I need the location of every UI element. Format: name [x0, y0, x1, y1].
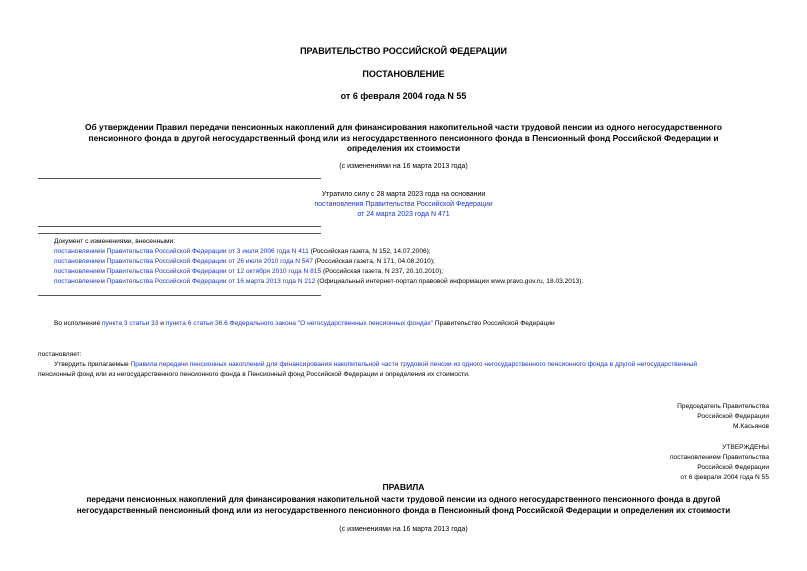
document-title [0, 122, 807, 154]
government-heading: ПРАВИТЕЛЬСТВО РОССИЙСКОЙ ФЕДЕРАЦИИ [300, 46, 507, 56]
preamble [54, 319, 794, 329]
preamble-text: и [158, 320, 166, 327]
decree-text: Утвердить прилагаемые [54, 361, 131, 368]
change-link[interactable]: постановлением Правительства Российской Федерации от 3 июля 2006 года N 411 [54, 248, 309, 255]
list-item [54, 247, 794, 257]
change-link[interactable]: постановлением Правительства Российской Федерации от 26 июля 2010 года N 547 [54, 258, 313, 265]
law-link[interactable]: пункта 3 статьи 33 [101, 320, 159, 327]
signature-line: М.Касьянов [733, 423, 769, 430]
preamble-text: Правительство Российской Федерации [433, 320, 555, 327]
decree-paragraph [38, 360, 768, 380]
list-item [54, 277, 794, 287]
approved-block [670, 443, 769, 483]
expired-notice [0, 190, 807, 220]
expired-link[interactable]: постановления Правительства Российской Федерации [314, 201, 493, 208]
decree-text: пенсионный фонд или из негосударственного пенсионного фонда в Пенсионный фонд Российской Федерации и определения их стоимости. [38, 371, 470, 378]
approved-line: Российской Федерации [697, 464, 769, 471]
rules-link[interactable]: Правила передачи пенсионных накоплений для финансирования накопительной части трудовой пенсии из одного негосударственного пенсионного фонда в другой негосударственный [130, 361, 698, 368]
title-line: Об утверждении Правил передачи пенсионных накоплений для финансирования накопительной части трудовой пенсии из одного негосударственного [84, 122, 723, 132]
rules-subtitle [0, 494, 807, 516]
rules-subtitle-line: передачи пенсионных накоплений для финансирования накопительной части трудовой пенсии из одного негосударственного пенсионного фонда в другой [86, 495, 721, 504]
approved-line: постановлением Правительства [669, 454, 769, 461]
change-source: (Официальный интернет-портал правовой информации www.pravo.gov.ru, 18.03.2013). [315, 278, 584, 285]
change-link[interactable]: постановлением Правительства Российской Федерации от 16 марта 2013 года N 212 [54, 278, 316, 285]
changes-intro: Документ с изменениями, внесенными: [54, 238, 176, 245]
rules-amendment-note: (с изменениями на 16 марта 2013 года) [339, 526, 468, 533]
divider [38, 178, 321, 179]
approved-line: от 6 февраля 2004 года N 55 [680, 474, 769, 481]
change-source: (Российская газета, N 171, 04.08.2010); [312, 258, 435, 265]
expired-text: Утратило силу с 28 марта 2023 года на основании [321, 191, 486, 198]
document-type: ПОСТАНОВЛЕНИЕ [362, 69, 445, 79]
change-source: (Российская газета, N 152, 14.07.2006); [308, 248, 431, 255]
divider [38, 295, 321, 296]
document-date-number: от 6 февраля 2004 года N 55 [340, 91, 467, 101]
title-line: определения их стоимости [346, 143, 461, 153]
approved-line: УТВЕРЖДЕНЫ [722, 444, 769, 451]
title-line: пенсионного фонда в другой негосударственный фонд или из негосударственного пенсионного фонда в Пенсионный фонд Российской Федерации и [88, 132, 719, 143]
divider [38, 226, 321, 227]
law-link[interactable]: пункта 6 статьи 36.6 Федерального закона "О негосударственных пенсионных фондах" [165, 320, 434, 327]
signature-line: Председатель Правительства [677, 403, 769, 410]
changes-list [54, 237, 794, 287]
signature-block [677, 402, 769, 432]
change-source: (Российская газета, N 237, 20.10.2010); [321, 268, 444, 275]
expired-link[interactable]: от 24 марта 2023 года N 471 [357, 211, 450, 218]
rules-subtitle-line: негосударственный пенсионный фонд или из негосударственного пенсионного фонда в Пенсионный фонд Российской Федерации и определения их стоимости [76, 506, 731, 515]
preamble-text: Во исполнение [54, 320, 102, 327]
signature-line: Российской Федерации [697, 413, 769, 420]
list-item [54, 267, 794, 277]
list-item [54, 257, 794, 267]
rules-title: ПРАВИЛА [382, 482, 425, 492]
amendment-note: (с изменениями на 16 марта 2013 года) [339, 163, 468, 170]
change-link[interactable]: постановлением Правительства Российской Федерации от 12 октября 2010 года N 815 [54, 268, 322, 275]
divider [38, 233, 321, 234]
resolves-label: постановляет: [38, 351, 82, 358]
